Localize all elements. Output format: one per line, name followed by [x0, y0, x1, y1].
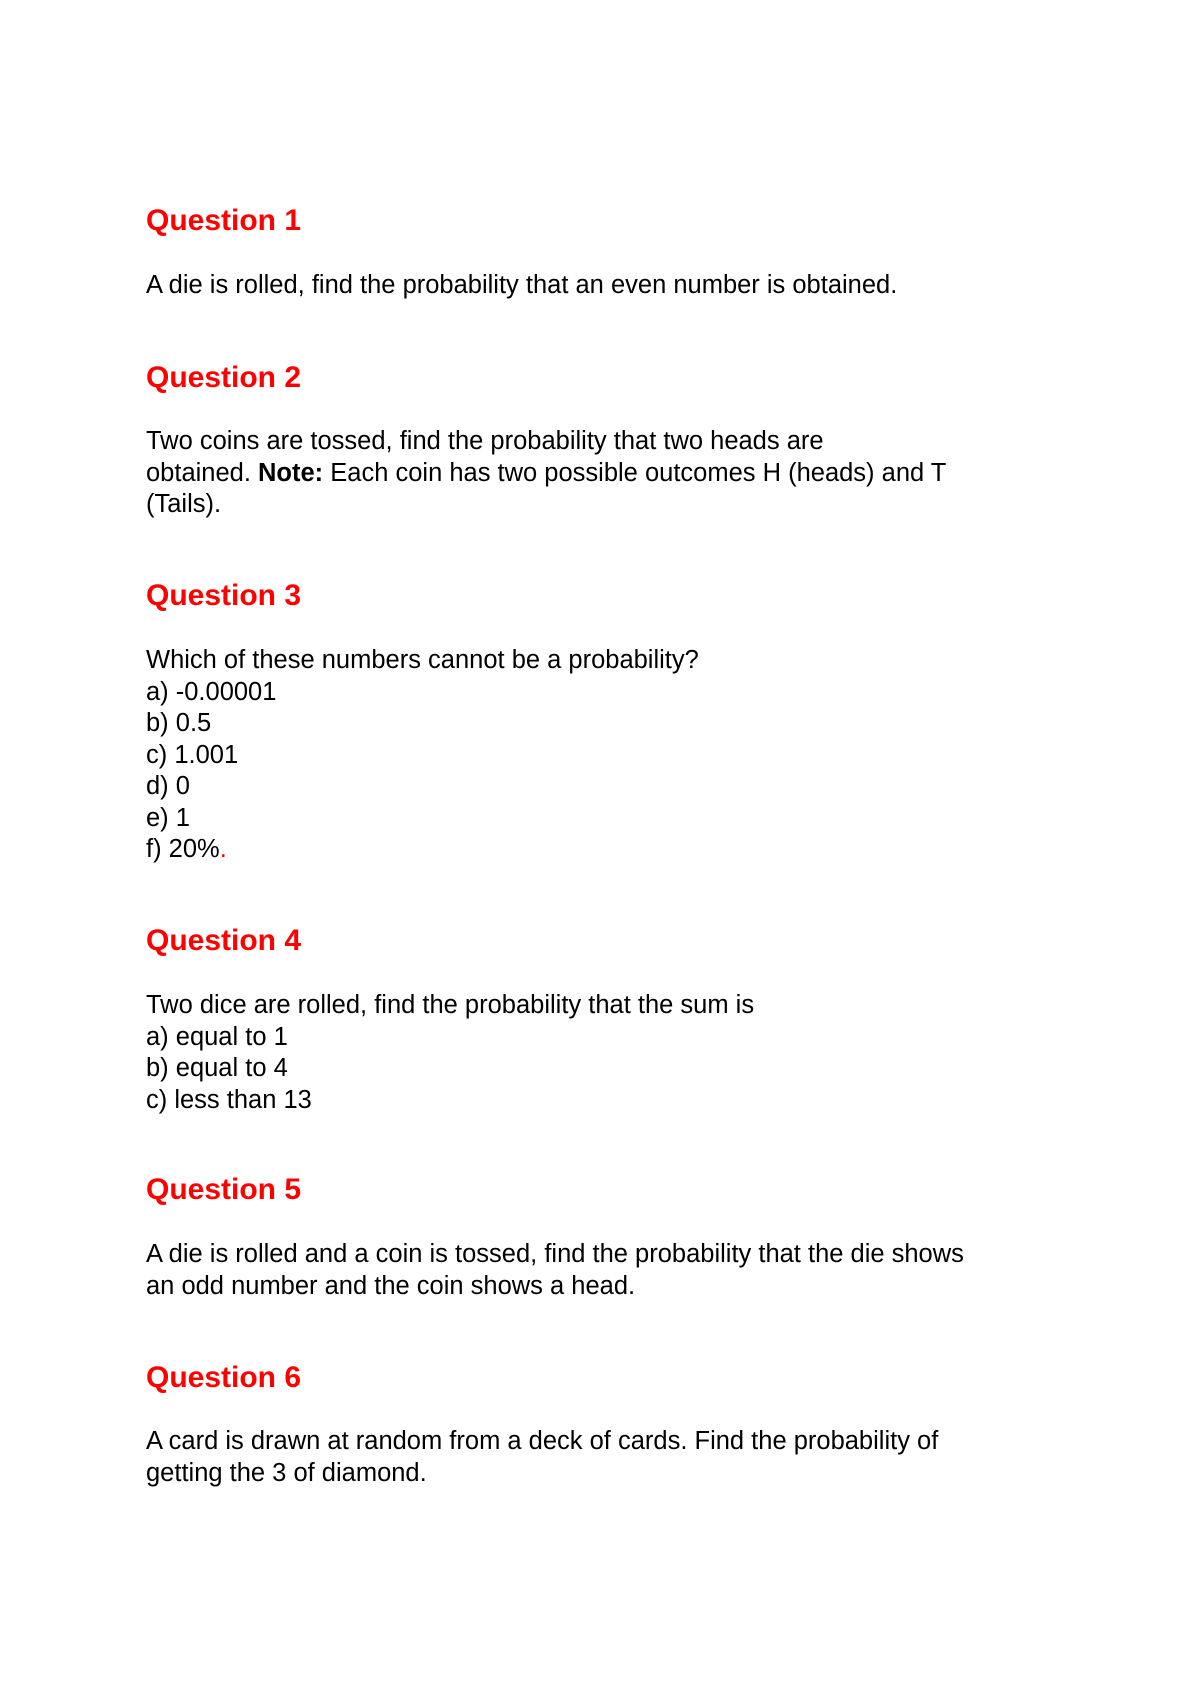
question-2-line-1: Two coins are tossed, find the probability that two heads are: [146, 427, 824, 455]
question-3-option-f: [146, 834, 1046, 866]
question-3-option-b: b) 0.5: [146, 709, 212, 737]
question-2-line-2-start: obtained.: [146, 458, 259, 487]
question-5-line-1: A die is rolled and a coin is tossed, find the probability that the die shows: [146, 1240, 964, 1268]
question-3-option-e: e) 1: [146, 803, 190, 832]
question-4-title: Question 4: [146, 924, 302, 957]
question-2-text: [146, 426, 1046, 521]
question-5-text: [146, 1239, 1046, 1302]
question-6-line-1: A card is drawn at random from a deck of cards. Find the probability of: [146, 1427, 939, 1455]
question-3-option-f-text: f) 20%: [146, 835, 220, 863]
question-1-title: Question 1: [146, 204, 302, 237]
question-2-line-2: [146, 458, 1046, 490]
question-3-prompt: Which of these numbers cannot be a probability?: [146, 646, 699, 674]
question-3-option-a: a) -0.00001: [146, 677, 277, 706]
question-3-title: Question 3: [146, 579, 302, 612]
question-3-option-f-period: .: [219, 835, 227, 863]
question-1-line-1: A die is rolled, find the probability that an even number is obtained.: [146, 271, 898, 299]
question-2-title: Question 2: [146, 361, 302, 394]
question-2-line-3: (Tails).: [146, 490, 222, 518]
question-4-text: [146, 990, 1046, 1116]
question-1-text: [146, 270, 1046, 302]
question-4-option-a: a) equal to 1: [146, 1022, 288, 1051]
question-3-option-d: d) 0: [146, 772, 190, 800]
question-5-line-2: an odd number and the coin shows a head.: [146, 1271, 636, 1300]
question-2-line-2-end: Each coin has two possible outcomes H (heads) and T: [323, 458, 947, 487]
question-3-text: [146, 645, 1046, 866]
question-6-text: [146, 1426, 1046, 1489]
question-4-option-c: c) less than 13: [146, 1085, 312, 1114]
question-4-prompt: Two dice are rolled, find the probability that the sum is: [146, 991, 755, 1019]
question-6-title: Question 6: [146, 1361, 302, 1394]
question-4-option-b: b) equal to 4: [146, 1054, 288, 1082]
question-6-line-2: getting the 3 of diamond.: [146, 1458, 427, 1487]
question-5-title: Question 5: [146, 1173, 302, 1206]
question-3-option-c: c) 1.001: [146, 740, 239, 769]
note-label: Note:: [258, 458, 324, 487]
